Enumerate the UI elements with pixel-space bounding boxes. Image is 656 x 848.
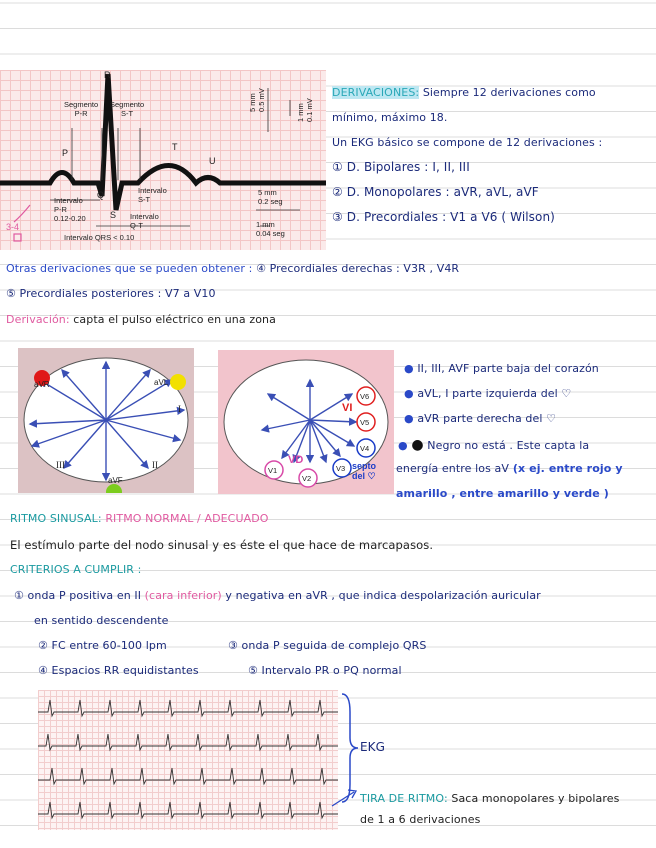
derivaciones-title: DERIVACIONES: [332, 86, 420, 99]
bullet-3: ● aVR parte derecha del ♡ [404, 412, 557, 425]
criterio-1-a: ① onda P positiva en II [14, 589, 145, 602]
label-interval-st: Intervalo S-T [138, 186, 167, 204]
bullet-3-text: aVR parte derecha del ♡ [417, 412, 557, 425]
criterios-title: CRITERIOS A CUMPLIR : [10, 563, 142, 576]
label-segment-pr: Segmento P-R [64, 100, 99, 118]
tira-line-1 [360, 792, 619, 805]
label-q: Q [97, 190, 105, 200]
ecg-wave-diagram [0, 70, 326, 250]
label-lead-i: I [178, 404, 181, 414]
label-interval-pr: Intervalo P-R 0.12-0.20 [54, 196, 86, 223]
bullet-4-cont [396, 462, 623, 475]
label-seg-1: 1 mm 0.04 seg [256, 220, 285, 238]
criterio-4: ④ Espacios RR equidistantes [38, 664, 199, 677]
criterio-1-cont: en sentido descendente [34, 614, 169, 627]
label-p: P [62, 148, 69, 158]
label-septo: septo del ♡ [352, 461, 377, 481]
bullet-1: ● II, III, AVF parte baja del corazón [404, 362, 599, 375]
label-u: U [209, 156, 216, 166]
hexaxial-panel [18, 348, 194, 493]
derivacion-label: Derivación: [6, 313, 70, 326]
label-vd: VD [288, 454, 304, 466]
tira-arrow [330, 786, 360, 810]
bullet-4-text: Negro no está . Este capta la [427, 439, 590, 452]
label-segment-st: Segmento S-T [110, 100, 145, 118]
criterio-3: ③ onda P seguida de complejo QRS [228, 639, 427, 652]
label-v6: V6 [360, 392, 370, 401]
criterio-1 [14, 589, 541, 602]
derivaciones-item-1 [332, 160, 470, 174]
ritmo-title: RITMO SINUSAL: [10, 512, 102, 525]
item-1-text: D. Bipolares : I, II, III [346, 160, 470, 174]
derivaciones-item-2 [332, 185, 539, 199]
otras-item-4: ④ Precordiales derechas : V3R , V4R [256, 262, 460, 275]
tira-label: TIRA DE RITMO: [360, 792, 448, 805]
label-v4: V4 [360, 444, 370, 453]
label-r: R [104, 70, 111, 80]
derivaciones-line-2: mínimo, máximo 18. [332, 111, 448, 124]
criterio-1-c: y negativa en aVR , que indica despolarización auricular [221, 589, 541, 602]
criterio-1-b: (cara inferior) [144, 589, 222, 602]
derivaciones-item-3 [332, 210, 555, 224]
bullet-4-cont-2: amarillo , entre amarillo y verde ) [396, 487, 609, 500]
bullet-2-text: aVL, I parte izquierda del ♡ [417, 387, 572, 400]
ritmo-description: El estímulo parte del nodo sinusal y es éste el que hace de marcapasos. [10, 538, 434, 552]
item-3-number: ③ [332, 210, 343, 224]
ritmo-title-line [10, 512, 269, 525]
label-avl: aVL [154, 378, 169, 387]
tira-line-2: de 1 a 6 derivaciones [360, 813, 481, 826]
bullet-1-text: II, III, AVF parte baja del corazón [417, 362, 599, 375]
tira-text: Saca monopolares y bipolares [447, 792, 620, 805]
label-interval-qrs: Intervalo QRS < 0.10 [64, 233, 135, 242]
item-1-number: ① [332, 160, 343, 174]
label-v5: V5 [360, 418, 370, 427]
item-2-number: ② [332, 185, 343, 199]
rhythm-strip [38, 690, 338, 830]
ritmo-subtitle: RITMO NORMAL / ADECUADO [101, 512, 269, 525]
ekg-label: EKG [360, 740, 386, 754]
derivaciones-line-3: Un EKG básico se compone de 12 derivaciones : [332, 136, 603, 149]
label-lead-ii: II [152, 460, 158, 470]
otras-intro: Otras derivaciones que se pueden obtener : [6, 262, 253, 275]
label-s: S [110, 210, 117, 220]
label-mv-5: 5 mm 0.5 mV [248, 88, 266, 112]
derivaciones-title-rest: Siempre 12 derivaciones como [419, 86, 596, 99]
label-lead-iii: III [56, 460, 65, 470]
label-vi: VI [342, 402, 353, 414]
item-3-text: D. Precordiales : V1 a V6 ( Wilson) [346, 210, 555, 224]
bullet-2: ● aVL, I parte izquierda del ♡ [404, 387, 572, 400]
derivacion-text: capta el pulso eléctrico en una zona [69, 313, 276, 326]
label-mv-1: 1 mm 0.1 mV [296, 98, 314, 122]
criterio-5: ⑤ Intervalo PR o PQ normal [248, 664, 402, 677]
otras-line-1 [6, 262, 459, 275]
precordial-panel [218, 350, 394, 494]
label-interval-qt: Intervalo Q-T [130, 212, 159, 230]
label-avf: aVF [108, 476, 123, 485]
rhythm-strip-svg [38, 690, 338, 830]
label-v2: V2 [302, 474, 312, 483]
derivaciones-line-1 [332, 86, 596, 99]
item-2-text: D. Monopolares : aVR, aVL, aVF [346, 185, 539, 199]
bullet-4: ● ● Negro no está . Este capta la [398, 437, 590, 453]
criterio-2: ② FC entre 60-100 lpm [38, 639, 167, 652]
label-seg-5: 5 mm 0.2 seg [258, 188, 283, 206]
label-v3: V3 [336, 464, 346, 473]
otras-line-2: ⑤ Precordiales posteriores : V7 a V10 [6, 287, 216, 300]
label-t: T [172, 142, 178, 152]
bullet-4-paren: (x ej. entre rojo y [509, 462, 623, 475]
bullet-4-cont-text: energía entre los aV [396, 462, 509, 475]
label-avr: aVR [34, 380, 50, 389]
hexaxial-svg [18, 348, 194, 493]
label-v1: V1 [268, 466, 278, 475]
annotation-3-4: 3-4 [6, 222, 20, 232]
derivacion-definition [6, 313, 276, 326]
